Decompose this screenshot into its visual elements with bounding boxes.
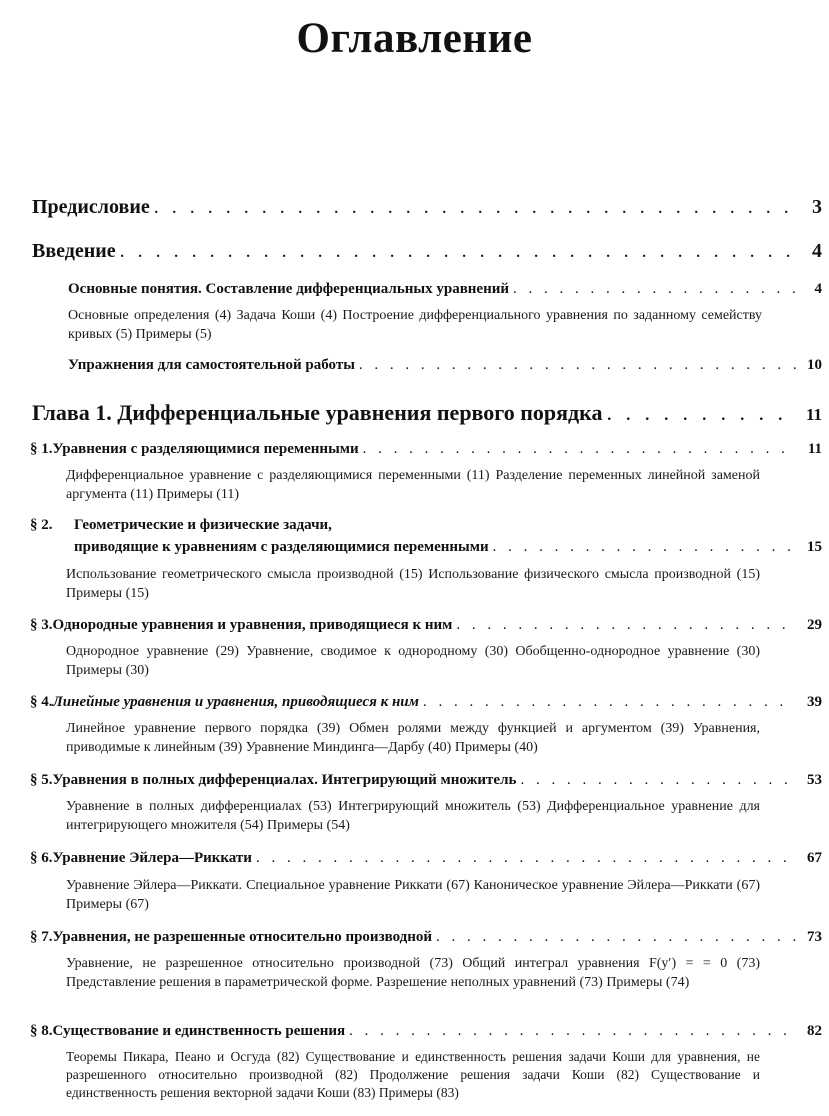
toc-entry-description: Основные определения (4) Задача Коши (4) Построение дифференциального уравнения по заданному семейству кривых (5) Примеры (5) [68, 308, 762, 342]
page-title: Оглавление [296, 15, 533, 62]
toc-entry-description: Линейное уравнение первого порядка (39) Обмен ролями между функцией и аргументом (39) Уравнения, приводимые к линейным (39) Уравнение Миндинга—Дарбу (40) Примеры (40) [66, 721, 760, 755]
toc-entry-label: Глава 1. Дифференциальные уравнения первого порядка [32, 400, 603, 425]
toc-entry-label: Линейные уравнения и уравнения, приводящиеся к ним [52, 694, 419, 710]
toc-entry-label: Однородные уравнения и уравнения, приводящиеся к ним [52, 617, 453, 633]
leader-dots [120, 240, 796, 263]
toc-entry-label: Предисловие [32, 196, 150, 218]
toc-entry-section-8[interactable] [30, 1023, 822, 1040]
toc-entry-section-2-title[interactable] [30, 517, 822, 534]
section-number: § 6. [30, 850, 53, 866]
toc-entry-section-3[interactable] [30, 617, 822, 634]
toc-entry-description: Уравнение Эйлера—Риккати. Специальное уравнение Риккати (67) Каноническое уравнение Эйлера—Риккати (67) Примеры (67) [66, 878, 760, 912]
toc-entry-section-5[interactable] [30, 772, 822, 789]
toc-page-number: 73 [807, 929, 822, 945]
toc-entry-label: Существование и единственность решения [52, 1023, 346, 1039]
toc-entry-section-2[interactable] [74, 539, 822, 556]
leader-dots [456, 617, 796, 634]
toc-page-number: 11 [807, 441, 822, 457]
toc-page-number: 39 [807, 694, 822, 710]
toc-entry-section-1[interactable] [30, 441, 822, 458]
toc-page-number: 10 [807, 357, 822, 373]
toc-page-number: 53 [807, 772, 822, 788]
section-number: § 8. [30, 1023, 53, 1039]
toc-page-number: 15 [807, 539, 822, 555]
leader-dots [349, 1023, 796, 1040]
toc-page-number: 3 [812, 196, 822, 218]
toc-entry-exercises[interactable] [68, 357, 822, 374]
section-number: § 7. [30, 929, 53, 945]
toc-entry-section-6[interactable] [30, 850, 822, 867]
toc-entry-label: Упражнения для самостоятельной работы [68, 357, 355, 373]
toc-page-number: 4 [812, 240, 822, 262]
toc-entry-description: Уравнение, не разрешенное относительно производной (73) Общий интеграл уравнения F(y′) = = 0 (73) Представление решения в параметрической форме. Разрешение неполных уравнений (73) Примеры (74) [66, 956, 760, 990]
toc-entry-description: Уравнение в полных дифференциалах (53) Интегрирующий множитель (53) Дифференциальное уравнение для интегрирующего множителя (54) Примеры (54) [66, 799, 760, 833]
toc-entry-intro[interactable] [32, 240, 822, 263]
toc-entry-label: Уравнения с разделяющимися переменными [52, 441, 359, 457]
toc-entry-section-7[interactable] [30, 929, 822, 946]
leader-dots [423, 694, 796, 711]
toc-page-number: 82 [807, 1023, 822, 1039]
toc-entry-label: Введение [32, 240, 116, 262]
toc-entry-label: Уравнение Эйлера—Риккати [52, 850, 252, 866]
leader-dots [359, 357, 796, 374]
toc-entry-label: приводящие к уравнениям с разделяющимися переменными [74, 539, 489, 555]
section-number: § 4. [30, 694, 53, 710]
toc-entry-label: Уравнения в полных дифференциалах. Интегрирующий множитель [52, 772, 517, 788]
toc-page-number: 29 [807, 617, 822, 633]
toc-entry-description: Использование геометрического смысла производной (15) Использование физического смысла производной (15) Примеры (15) [66, 567, 760, 601]
section-number: § 2. [30, 517, 53, 533]
toc-entry-label: Уравнения, не разрешенные относительно производной [52, 929, 433, 945]
toc-entry-label: Геометрические и физические задачи, [74, 517, 332, 533]
toc-entry-chapter-1[interactable] [32, 400, 822, 426]
leader-dots [436, 929, 796, 946]
leader-dots [154, 196, 796, 219]
leader-dots [493, 539, 796, 556]
toc-page-number: 11 [805, 405, 822, 424]
toc-page-number: 4 [814, 281, 822, 297]
toc-entry-section-4[interactable] [30, 694, 822, 711]
toc-entry-description: Однородное уравнение (29) Уравнение, сводимое к однородному (30) Обобщенно-однородное уравнение (30) Примеры (30) [66, 644, 760, 678]
section-number: § 1. [30, 441, 53, 457]
toc-entry-label: Основные понятия. Составление дифференциальных уравнений [68, 281, 510, 297]
leader-dots [520, 772, 796, 789]
leader-dots [607, 400, 796, 426]
toc-entry-preface[interactable] [32, 196, 822, 219]
toc-entry-description: Дифференциальное уравнение с разделяющимися переменными (11) Разделение переменных линейной заменой аргумента (11) Примеры (11) [66, 468, 760, 502]
section-number: § 3. [30, 617, 53, 633]
leader-dots [363, 441, 796, 458]
toc-entry-description: Теоремы Пикара, Пеано и Осгуда (82) Существование и единственность решения задачи Коши для уравнения, не разрешенного относительно производной (82) Продолжение решения задачи Коши (82) Существование и единственность решения векторной задачи Коши (83) Примеры (83) [66, 1049, 760, 1100]
leader-dots [256, 850, 796, 867]
toc-page-number: 67 [807, 850, 822, 866]
toc-entry-basic[interactable] [68, 281, 822, 298]
leader-dots [513, 281, 796, 298]
section-number: § 5. [30, 772, 53, 788]
